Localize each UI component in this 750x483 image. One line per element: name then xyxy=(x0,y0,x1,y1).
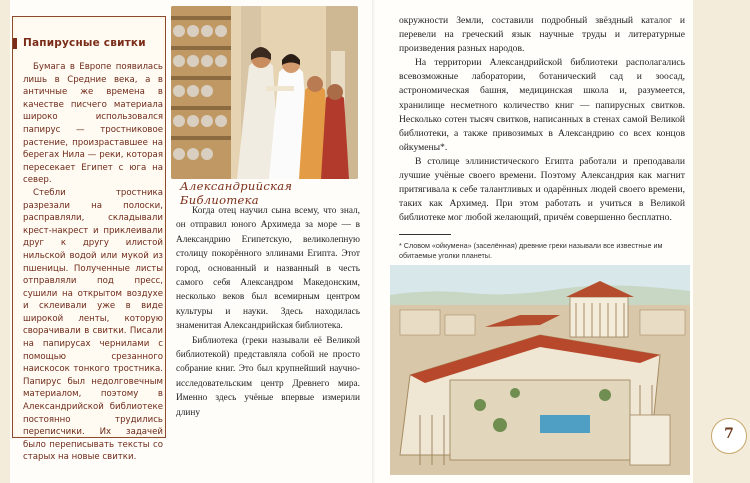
papyrus-sidebar xyxy=(12,16,166,463)
paragraph: В столице эллинистического Египта работали и преподавали лучшие учёные своего времени. Поэтому Александрия как магнит притягивала к себе талантливых и одарённых людей своего времени, таких как Архимед. При этом работать и учиться в Великой библиотеке мог любой желающий, причём совершенно бесплатно. xyxy=(399,155,685,224)
right-page xyxy=(375,0,750,483)
sidebar-title xyxy=(23,37,146,49)
alexandria-library-illustration xyxy=(390,265,690,475)
footnote: * Словом «ойкумена» (заселённая) древние греки называли все известные им обитаемые уголки планеты. xyxy=(399,241,663,261)
library-scholars-illustration xyxy=(171,6,358,179)
formula-border-right xyxy=(693,0,750,483)
sidebar-paragraph: Стебли тростника разрезали на полоски, расправляли, складывали крест-накрест и приклеивали друг к другу илистой нильской водой или мукой из пшеницы. Полученные листы отправляли под пресс, сушили на открытом воздухе и склеивали уже в виде широкой ленты, которую сворачивали в свитки. Писали на папирусах чернилами с помощью срезанного наискосок тонкого тростника. Папирус был недолговечным материалом, поэтому в Александрийской библиотеке постоянно трудились переписчики. Их задачей было переписывать тексты со старых на новые свитки. xyxy=(23,187,163,463)
sidebar-body xyxy=(23,61,163,464)
formula-border-left xyxy=(0,0,10,483)
page-number-badge xyxy=(711,418,747,454)
paragraph: Библиотека (греки называли её Великой библиотекой) представляла собой не просто собрание книг. Это был крупнейший научно-исследовательским центр Древнего мира. Именно здесь учёные впервые измерили длину xyxy=(176,335,360,418)
paragraph: Когда отец научил сына всему, что знал, он отправил юного Архимеда за море — в Александрию Египетскую, великолепную столицу покорённого эллинами Египта. Этот город, основанный и названный в честь самого себя Александром Македонским, несколько веков был всемирным центром культуры и науки. Здесь находилась знаменитая Александрийская библиотека. xyxy=(176,206,360,332)
right-body-text xyxy=(399,14,685,225)
left-body-text xyxy=(176,204,360,420)
paragraph: На территории Александрийской библиотеки располагались всевозможные лаборатории, ботанический сад и зоосад, астрономическая башня, медицинская школа и, разумеется, хранилище несметного количество книг — папирусных свитков. Несколько сотен тысяч свитков, написанных в стенах самой Великой библиотеки, а также привозимых в Александрию со всех концов ойкумены*. xyxy=(399,57,685,153)
paragraph: окружности Земли, составили подробный звёздный каталог и перевели на греческий язык научные труды и литературные произведения разных народов. xyxy=(399,15,685,55)
footnote-rule xyxy=(399,234,451,235)
page-number: 7 xyxy=(724,426,734,442)
sidebar-paragraph: Бумага в Европе появилась лишь в Средние века, а в античные же времена в качестве писчего материала широко использовался папирус — тростниковое растение, произраставшее на берегах Нила — реки, которая пересекает Египет с юга на север. xyxy=(23,62,163,186)
title-marker xyxy=(13,38,17,49)
illustration-caption: Александрийская Библиотека xyxy=(180,179,293,207)
sidebar-title-text: Папирусные свитки xyxy=(23,37,146,49)
